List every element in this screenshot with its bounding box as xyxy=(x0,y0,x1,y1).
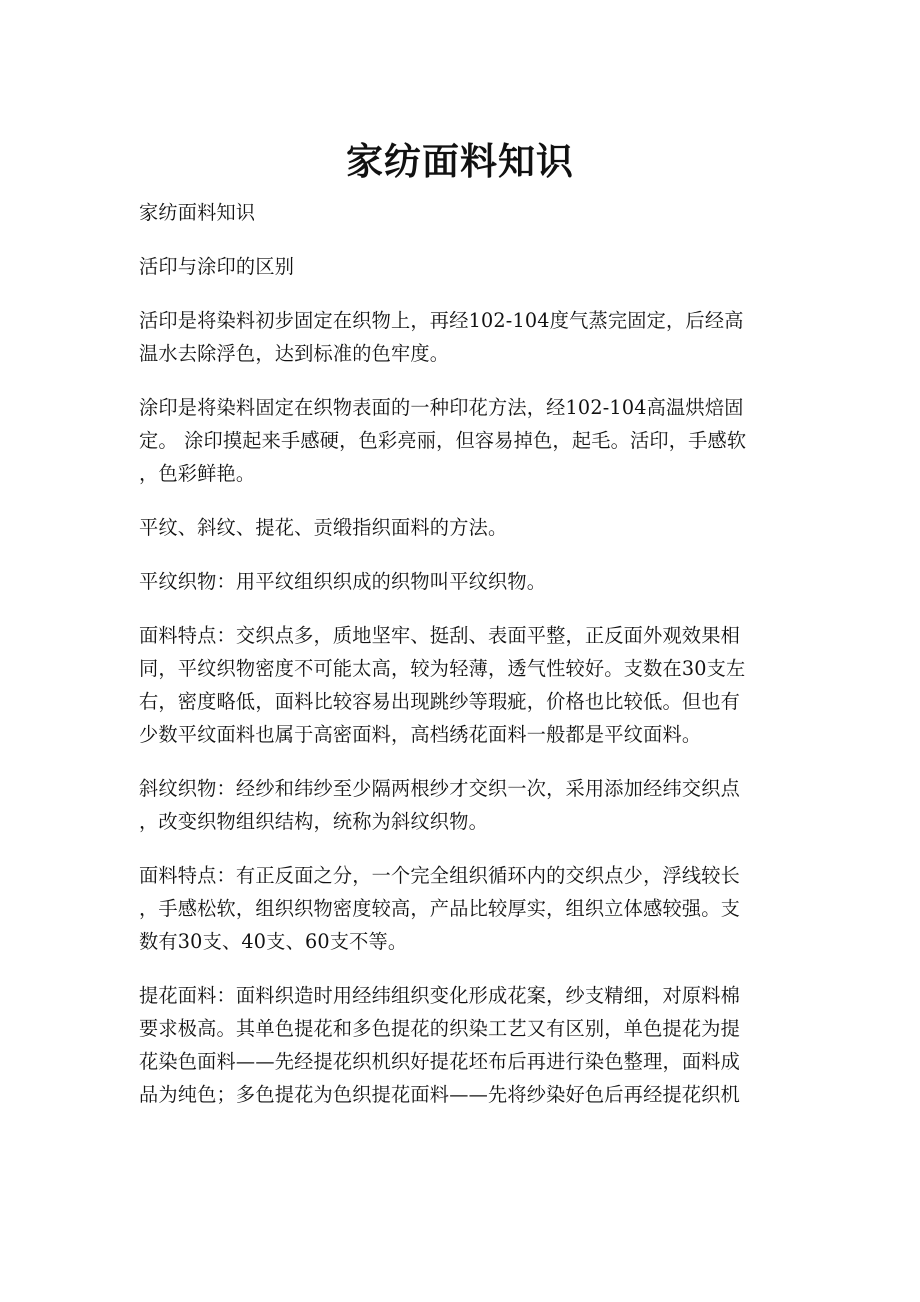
paragraph-weaving-methods: 平纹、斜纹、提花、贡缎指织面料的方法。 xyxy=(139,516,508,539)
paragraph-jacquard-fabric: 提花面料：面料织造时用经纬组织变化形成花案，纱支精细，对原料棉 要求极高。其单色提花和多色提花的织染工艺又有区别，单色提花为提 花染色面料——先经提花织机织好提花坯布后再进行染色整理，面料成 品为纯色；多色提花为色织提花面料——先将纱染好色后再经提花织机 xyxy=(139,984,741,1106)
paragraph-pigment-printing: 涂印是将染料固定在织物表面的一种印花方法，经102-104高温烘焙固 定。 涂印摸起来手感硬，色彩亮丽，但容易掉色，起毛。活印，手感软 ，色彩鲜艳。 xyxy=(139,396,747,485)
paragraph-plain-weave: 平纹织物：用平纹组织织成的织物叫平纹织物。 xyxy=(139,570,547,593)
document-body xyxy=(139,196,784,1132)
paragraph-twill-weave: 斜纹织物：经纱和纬纱至少隔两根纱才交织一次，采用添加经纬交织点 ，改变织物组织结构，统称为斜纹织物。 xyxy=(139,777,741,833)
paragraph-active-printing: 活印是将染料初步固定在织物上，再经102-104度气蒸完固定，后经高 温水去除浮色，达到标准的色牢度。 xyxy=(139,309,744,365)
document-title: 家纺面料知识 xyxy=(346,138,574,183)
paragraph-plain-weave-features: 面料特点：交织点多，质地坚牢、挺刮、表面平整，正反面外观效果相 同，平纹织物密度不可能太高，较为轻薄，透气性较好。支数在30支左 右，密度略低，面料比较容易出现跳纱等瑕疵，价格也比较低。但也有 少数平纹面料也属于高密面料，高档绣花面料一般都是平纹面料。 xyxy=(139,624,746,746)
paragraph-section-heading: 活印与涂印的区别 xyxy=(139,255,295,278)
paragraph-subtitle: 家纺面料知识 xyxy=(139,201,256,224)
paragraph-twill-weave-features: 面料特点：有正反面之分，一个完全组织循环内的交织点少，浮线较长 ，手感松软，组织织物密度较高，产品比较厚实，组织立体感较强。支 数有30支、40支、60支不等。 xyxy=(139,864,741,953)
